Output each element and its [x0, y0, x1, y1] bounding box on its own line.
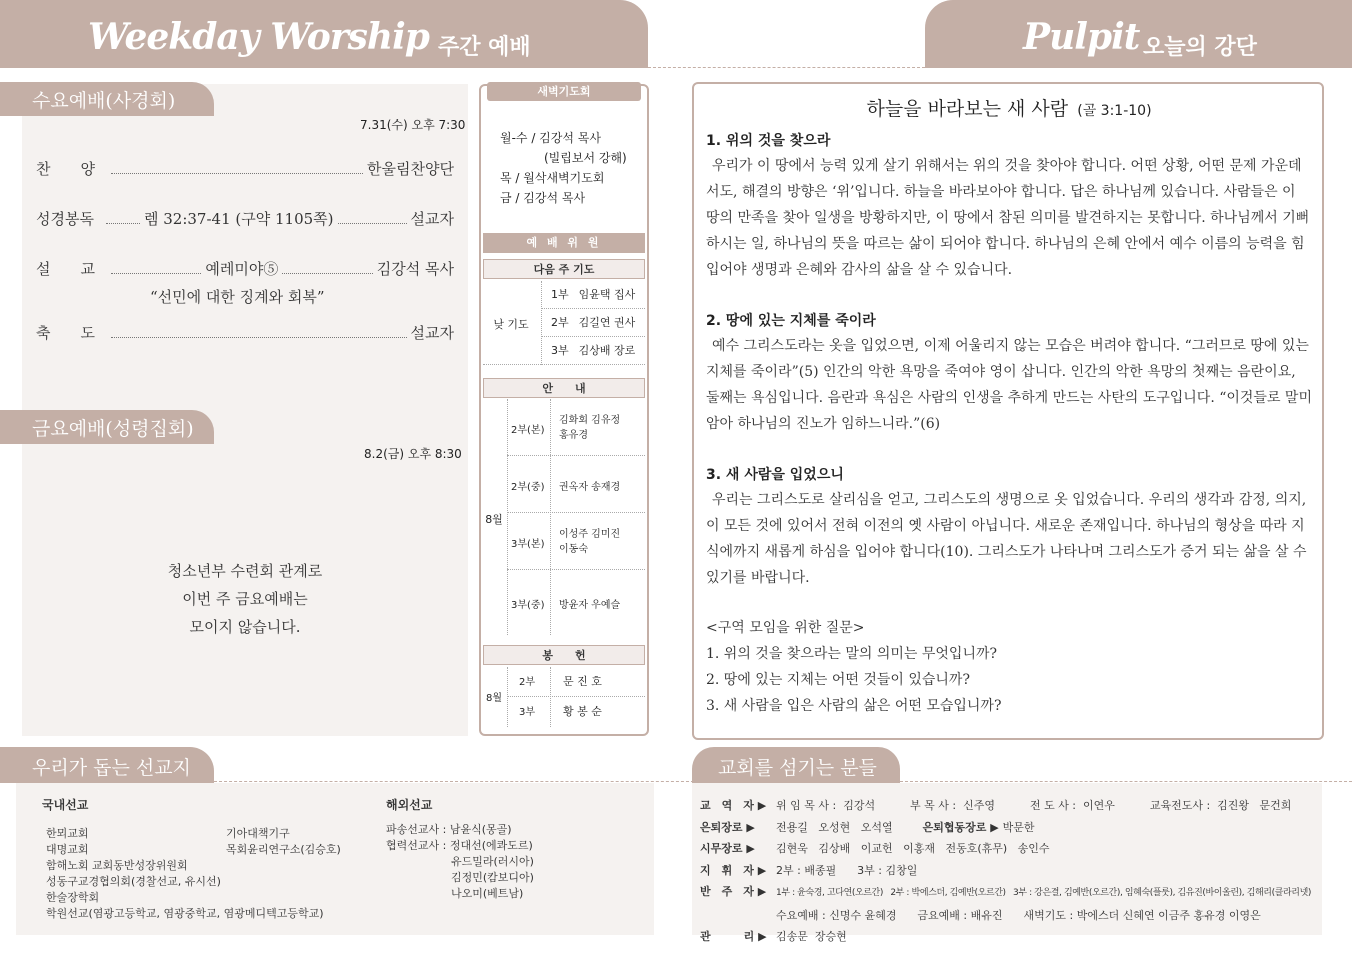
- server-row: [700, 880, 1320, 904]
- leader-dots: [106, 223, 140, 224]
- server-label: 반 주 자 ▶: [700, 885, 767, 898]
- prayer-row: [541, 281, 645, 309]
- leader-dots: [111, 173, 363, 174]
- mission-item: 기아대책기구: [226, 827, 290, 840]
- prayer-part: 3부: [551, 344, 569, 357]
- server-label: 은퇴장로 ▶: [700, 820, 755, 834]
- server-text: 김현욱 김상배 이교헌 이홍재 전동호(휴무) 송인수: [776, 842, 1050, 855]
- offering-table: [483, 667, 645, 727]
- offering-row: [507, 697, 645, 727]
- dawn-title: 새벽기도회: [487, 82, 641, 101]
- leader-dots: [111, 337, 407, 338]
- sermon-title: 하늘을 바라보는 새 사람: [866, 98, 1069, 120]
- prayer-part: 1부: [551, 288, 569, 301]
- server-label: 관 리 ▶: [700, 930, 767, 943]
- section-body: 우리가 이 땅에서 능력 있게 살기 위해서는 위의 것을 찾아야 합니다. 어떤 상황, 어떤 문제 가운데서도, 해결의 방향은 ‘위’입니다. 하늘을 바라보아야 합니다. 답은 하나님께 있습니다. 사람들은 이 땅의 만족을 찾아 일생을 방황하지만, 이 땅에서 참된 의미를 발견하지는 못합니다. 하나님께서 기뻐하시는 일, 하나님의 뜻을 따르는 삶이 되어야 합니다. 하나님의 은혜 안에서 예수 이름의 능력을 힘입어야 생명과 은혜와 감사의 삶을 살 수 있습니다.: [706, 158, 1310, 278]
- order-row-benediction: [36, 322, 454, 343]
- question-item: 1. 위의 것을 찾으라는 말의 의미는 무엇입니까?: [706, 646, 997, 662]
- committee-title: 예 배 위 원: [483, 233, 645, 253]
- offering-month: 8월: [485, 693, 503, 704]
- order-middle: 예레미야⑤: [205, 260, 279, 278]
- order-row-reading: [36, 208, 454, 229]
- guide-row: [507, 399, 645, 456]
- order-row-sermon: [36, 258, 454, 279]
- order-label: 축 도: [36, 324, 95, 342]
- header-divider: [648, 67, 925, 68]
- wednesday-title: 수요예배(사경회): [0, 82, 214, 116]
- server-label: 시무장로 ▶: [700, 842, 755, 855]
- prayer-name: 임윤택 집사: [578, 288, 636, 301]
- leader-dots: [338, 223, 407, 224]
- overseas-label: 협력선교사 :: [386, 839, 450, 852]
- overseas-title: 해외선교: [386, 798, 433, 812]
- server-extra: 박문한: [1002, 820, 1035, 834]
- guide-names: [559, 478, 620, 493]
- header-right-title: Pulpit: [1023, 16, 1140, 58]
- guide-names: [559, 527, 620, 557]
- offering-row: [507, 667, 645, 697]
- mission-item: 목회윤리연구소(김승호): [226, 843, 341, 856]
- server-text: 김송문 장승현: [776, 930, 847, 943]
- dawn-schedule: [500, 128, 627, 208]
- server-text: 2부 : 배종필 3부 : 김창일: [776, 863, 918, 877]
- order-row-hymn: [36, 158, 454, 179]
- question-item: 3. 새 사람을 입은 사람의 삶은 어떤 모습입니까?: [706, 698, 1002, 714]
- server-row: [700, 925, 1320, 947]
- header-right-subtitle: 오늘의 강단: [1143, 35, 1257, 60]
- questions-title: <구역 모임을 위한 질문>: [706, 620, 865, 636]
- guide-row: [507, 456, 645, 513]
- mission-item: 한뫼교회: [46, 827, 89, 840]
- offering-name: 황 봉 순: [563, 705, 602, 718]
- guide-name: 이동숙: [559, 544, 588, 555]
- server-row: [700, 904, 1320, 926]
- prayer-name: 김길연 권사: [578, 316, 636, 329]
- order-label: 찬 양: [36, 160, 95, 178]
- next-prayer-title: 다음 주 기도: [483, 259, 645, 279]
- sermon-ref: (골 3:1-10): [1077, 103, 1152, 119]
- prayer-row: [541, 309, 645, 337]
- order-value: 한울림찬양단: [367, 160, 454, 178]
- guide-name: 방윤자 우예슬: [559, 600, 621, 611]
- guide-table: [483, 399, 645, 635]
- overseas-list: [386, 822, 534, 902]
- servers-divider: [900, 781, 1352, 782]
- dawn-line: 목 / 월삭새벽기도회: [500, 171, 605, 185]
- question-item: 2. 땅에 있는 지체는 어떤 것들이 있습니까?: [706, 672, 970, 688]
- server-text: 수요예배 : 신명수 윤혜경 금요예배 : 배유진 새벽기도 : 박에스더 신혜연 이금주 홍유경 이영은: [776, 908, 1261, 922]
- header-left-title: Weekday Worship: [88, 16, 429, 58]
- offering-part: 2부: [519, 677, 536, 688]
- overseas-name: 나오미(베트남): [451, 887, 524, 900]
- day-prayer-label: 낮 기도: [493, 318, 529, 331]
- overseas-name: 남윤식(몽골): [449, 823, 512, 836]
- domestic-list-2: [226, 826, 341, 858]
- guide-part: 3부(본): [511, 539, 545, 550]
- offering-title: 봉 헌: [483, 645, 645, 665]
- overseas-name: 정대선(에콰도르): [449, 839, 533, 852]
- offering-name: 문 진 호: [563, 675, 602, 688]
- mission-item: 대명교회: [46, 843, 89, 856]
- notice-line: 청소년부 수련회 관계로: [167, 562, 323, 580]
- servers-list: [700, 794, 1320, 947]
- order-value: 설교자: [410, 324, 454, 342]
- leader-dots: [111, 273, 201, 274]
- prayer-table: [483, 281, 645, 365]
- overseas-row: [386, 822, 534, 838]
- section-body: 예수 그리스도라는 옷을 입었으면, 이제 어울리지 않는 모습은 버려야 합니다. “그러므로 땅에 있는 지체를 죽이라”(5) 인간의 악한 욕망을 죽여야 영이 삽니다. 인간의 악한 욕망의 첫째는 음란이요, 둘째는 욕심입니다. 음란과 욕심은 사람의 인생을 추하게 만드는 사탄의 도구입니다. “이것들로 말미암아 하나님의 진노가 임하느니라.”(6): [706, 338, 1312, 432]
- mission-item: 학원선교(염광고등학교, 염광중학교, 염광메디텍고등학교): [46, 907, 324, 920]
- overseas-label: 파송선교사 :: [386, 823, 450, 836]
- guide-part: 2부(본): [511, 425, 545, 436]
- missionaries-divider: [214, 781, 694, 782]
- header-left-tab: [0, 0, 648, 68]
- wednesday-datetime: 7.31(수) 오후 7:30: [360, 118, 466, 132]
- order-middle: 렘 32:37-41 (구약 1105쪽): [143, 210, 334, 228]
- dawn-line: 월-수 / 김강석 목사: [500, 131, 601, 145]
- friday-title: 금요예배(성령집회): [0, 410, 214, 444]
- server-label: 지 휘 자 ▶: [700, 863, 767, 877]
- prayer-part: 2부: [551, 316, 569, 329]
- header-right-tab: [925, 0, 1352, 68]
- guide-name: 권옥자 송재경: [559, 482, 621, 493]
- overseas-name: 김정민(캄보디아): [451, 871, 534, 884]
- section-heading: 1. 위의 것을 찾으라: [706, 133, 831, 149]
- order-value: 김강석 목사: [376, 260, 455, 278]
- notice-line: 모이지 않습니다.: [189, 618, 301, 636]
- server-extra-label: 은퇴협동장로 ▶: [922, 820, 999, 834]
- server-text: 위 임 목 사 : 김강석 부 목 사 : 신주영 전 도 사 : 이연우 교육전도사 : 김진왕 문건희: [776, 799, 1292, 812]
- notice-line: 이번 주 금요예배는: [182, 590, 308, 608]
- sermon-box: [692, 82, 1324, 740]
- section-heading: 2. 땅에 있는 지체를 죽이라: [706, 313, 876, 329]
- mission-item: 한술장학회: [46, 891, 100, 904]
- server-text: 전용길 오성현 오석열: [776, 820, 893, 834]
- order-label: 설 교: [36, 260, 95, 278]
- missionaries-title: 우리가 돕는 선교지: [0, 747, 214, 783]
- guide-part: 2부(중): [511, 482, 545, 493]
- guide-name: 이성주 김미진: [559, 529, 621, 540]
- server-row: [700, 816, 1320, 838]
- friday-datetime: 8.2(금) 오후 8:30: [364, 447, 462, 461]
- servers-title: 교회를 섬기는 분들: [692, 747, 900, 783]
- offering-part: 3부: [519, 707, 536, 718]
- guide-name: 김화회 김유정: [559, 415, 621, 426]
- guide-row: [507, 570, 645, 635]
- dawn-line: (빌립보서 강해): [544, 151, 627, 165]
- section-body: 우리는 그리스도로 살리심을 얻고, 그리스도의 생명으로 옷 입었습니다. 우리의 생각과 감정, 의지, 이 모든 것에 있어서 전혀 이전의 옛 사람이 아닙니다. 새로운 존재입니다. 하나님의 형상을 따라 지식에까지 새롭게 하심을 입어야 합니다(10). 그리스도가 나타나며 그리스도가 증거 되는 삶을 살 수 있기를 바랍니다.: [706, 492, 1307, 586]
- domestic-title: 국내선교: [42, 798, 89, 812]
- server-label: 교 역 자 ▶: [700, 799, 767, 812]
- sermon-subtitle: “선민에 대한 징계와 회복”: [150, 288, 325, 306]
- mission-item: 함해노회 교회동반성장위원회: [46, 859, 188, 872]
- mission-item: 성동구교경협의회(경찰선교, 유시선): [46, 875, 221, 888]
- order-label: 성경봉독: [36, 210, 94, 228]
- leader-dots: [282, 273, 372, 274]
- server-row: [700, 859, 1320, 881]
- guide-names: [559, 596, 620, 611]
- order-value: 설교자: [410, 210, 454, 228]
- header-left-subtitle: 주간 예배: [438, 35, 531, 60]
- guide-names: [559, 413, 620, 443]
- guide-row: [507, 513, 645, 570]
- server-row: [700, 837, 1320, 859]
- overseas-name: 유드밀라(러시아): [451, 855, 534, 868]
- guide-part: 3부(중): [511, 600, 545, 611]
- server-text: 1부 : 윤숙경, 고다연(오르간) 2부 : 박에스더, 김예반(오르간) 3부 : 강은결, 김예반(오르간), 임혜숙(플룻), 김유진(바이올린), 김해리(클라리넷): [776, 888, 1311, 898]
- guide-month: 8월: [485, 513, 503, 526]
- friday-notice: [22, 557, 468, 641]
- overseas-row: [386, 838, 534, 854]
- prayer-row: [541, 337, 645, 365]
- prayer-name: 김상배 장로: [578, 344, 636, 357]
- server-row: [700, 794, 1320, 816]
- guide-title: 안 내: [483, 378, 645, 398]
- dawn-line: 금 / 김강석 목사: [500, 191, 586, 205]
- section-heading: 3. 새 사람을 입었으니: [706, 467, 844, 483]
- guide-name: 홍유경: [559, 430, 588, 441]
